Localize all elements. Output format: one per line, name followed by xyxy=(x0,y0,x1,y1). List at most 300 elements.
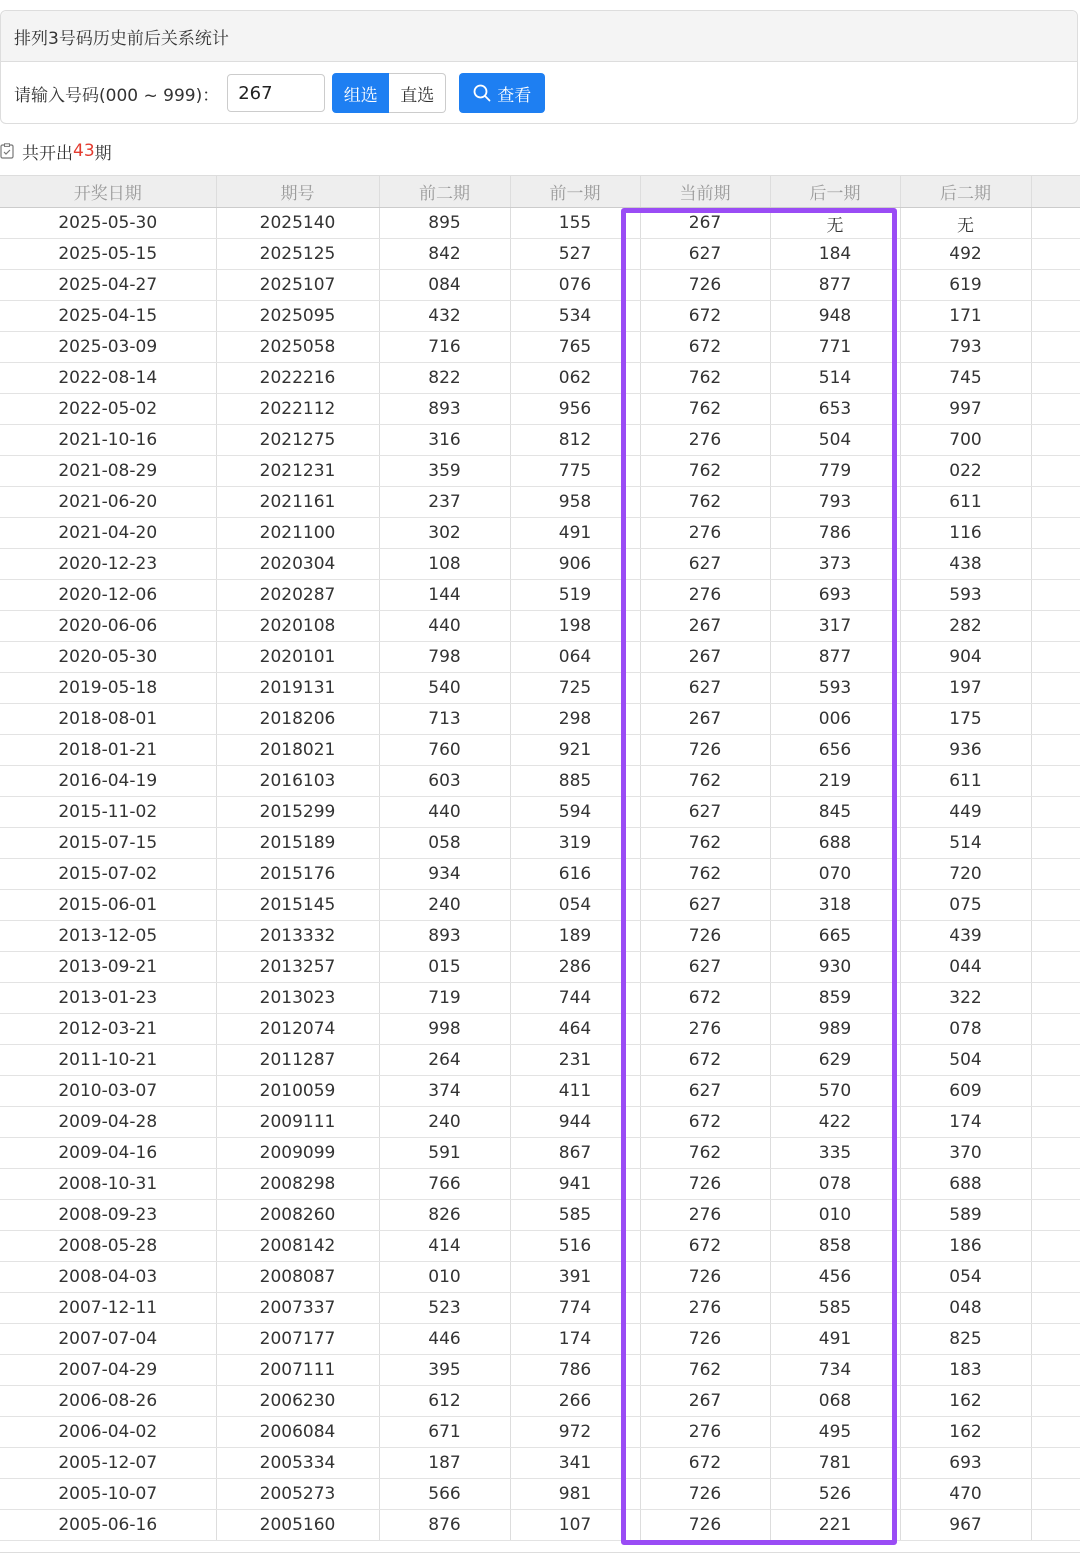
cell-current: 276 xyxy=(640,518,770,549)
cell-next-one: 491 xyxy=(770,1324,900,1355)
cell-empty xyxy=(1031,1479,1080,1510)
table-row xyxy=(0,1200,1080,1231)
cell-empty xyxy=(1031,1138,1080,1169)
cell-current: 627 xyxy=(640,549,770,580)
cell-empty xyxy=(1031,673,1080,704)
cell-issue-number: 2013023 xyxy=(216,983,379,1014)
table-row xyxy=(0,270,1080,301)
cell-draw-date: 2009-04-16 xyxy=(0,1138,216,1169)
cell-prev-one: 064 xyxy=(510,642,640,673)
cell-prev-two: 359 xyxy=(379,456,510,487)
cell-empty xyxy=(1031,735,1080,766)
cell-next-one: 734 xyxy=(770,1355,900,1386)
cell-next-two: 609 xyxy=(900,1076,1031,1107)
cell-prev-one: 298 xyxy=(510,704,640,735)
cell-issue-number: 2021161 xyxy=(216,487,379,518)
cell-empty xyxy=(1031,394,1080,425)
cell-next-one: 514 xyxy=(770,363,900,394)
cell-issue-number: 2008087 xyxy=(216,1262,379,1293)
cell-issue-number: 2020108 xyxy=(216,611,379,642)
cell-draw-date: 2006-08-26 xyxy=(0,1386,216,1417)
cell-next-two: 611 xyxy=(900,487,1031,518)
table-row xyxy=(0,890,1080,921)
cell-draw-date: 2007-12-11 xyxy=(0,1293,216,1324)
cell-prev-one: 885 xyxy=(510,766,640,797)
cell-next-one: 318 xyxy=(770,890,900,921)
cell-prev-two: 671 xyxy=(379,1417,510,1448)
cell-draw-date: 2025-03-09 xyxy=(0,332,216,363)
cell-prev-two: 798 xyxy=(379,642,510,673)
cell-issue-number: 2008142 xyxy=(216,1231,379,1262)
cell-draw-date: 2013-12-05 xyxy=(0,921,216,952)
view-button[interactable] xyxy=(459,73,545,113)
cell-prev-one: 062 xyxy=(510,363,640,394)
cell-prev-two: 302 xyxy=(379,518,510,549)
cell-next-two: 693 xyxy=(900,1448,1031,1479)
cell-issue-number: 2025125 xyxy=(216,239,379,270)
cell-empty xyxy=(1031,1355,1080,1386)
cell-next-two: 593 xyxy=(900,580,1031,611)
cell-prev-one: 972 xyxy=(510,1417,640,1448)
cell-current: 276 xyxy=(640,1293,770,1324)
cell-empty xyxy=(1031,549,1080,580)
cell-next-two: 793 xyxy=(900,332,1031,363)
cell-prev-one: 812 xyxy=(510,425,640,456)
cell-issue-number: 2005160 xyxy=(216,1510,379,1541)
table-row xyxy=(0,518,1080,549)
cell-prev-two: 144 xyxy=(379,580,510,611)
cell-draw-date: 2021-08-29 xyxy=(0,456,216,487)
cell-next-one: 845 xyxy=(770,797,900,828)
cell-next-two: 075 xyxy=(900,890,1031,921)
cell-prev-one: 941 xyxy=(510,1169,640,1200)
cell-draw-date: 2005-06-16 xyxy=(0,1510,216,1541)
cell-next-one: 495 xyxy=(770,1417,900,1448)
cell-prev-two: 876 xyxy=(379,1510,510,1541)
cell-issue-number: 2012074 xyxy=(216,1014,379,1045)
cell-current: 726 xyxy=(640,921,770,952)
cell-next-two: 022 xyxy=(900,456,1031,487)
cell-next-one: 422 xyxy=(770,1107,900,1138)
cell-prev-one: 958 xyxy=(510,487,640,518)
cell-next-two: 439 xyxy=(900,921,1031,952)
cell-next-two: 720 xyxy=(900,859,1031,890)
table-row xyxy=(0,1014,1080,1045)
cell-current: 726 xyxy=(640,1510,770,1541)
table-row xyxy=(0,1324,1080,1355)
cell-next-one: 504 xyxy=(770,425,900,456)
cell-current: 726 xyxy=(640,1262,770,1293)
cell-empty xyxy=(1031,766,1080,797)
cell-empty xyxy=(1031,1448,1080,1479)
cell-issue-number: 2020101 xyxy=(216,642,379,673)
cell-current: 276 xyxy=(640,1200,770,1231)
cell-next-one: 877 xyxy=(770,270,900,301)
cell-next-one: 786 xyxy=(770,518,900,549)
cell-empty xyxy=(1031,518,1080,549)
cell-next-two: 470 xyxy=(900,1479,1031,1510)
cell-issue-number: 2015299 xyxy=(216,797,379,828)
header-current[interactable]: 当前期 xyxy=(640,176,770,208)
cell-draw-date: 2022-08-14 xyxy=(0,363,216,394)
cell-empty xyxy=(1031,1014,1080,1045)
cell-prev-one: 519 xyxy=(510,580,640,611)
cell-next-two: 997 xyxy=(900,394,1031,425)
table-row xyxy=(0,332,1080,363)
cell-empty xyxy=(1031,921,1080,952)
cell-next-one: 930 xyxy=(770,952,900,983)
cell-current: 276 xyxy=(640,580,770,611)
cell-prev-one: 411 xyxy=(510,1076,640,1107)
cell-current: 672 xyxy=(640,301,770,332)
cell-current: 627 xyxy=(640,673,770,704)
cell-issue-number: 2011287 xyxy=(216,1045,379,1076)
cell-next-one: 779 xyxy=(770,456,900,487)
table-row xyxy=(0,797,1080,828)
table-row xyxy=(0,580,1080,611)
cell-prev-two: 264 xyxy=(379,1045,510,1076)
cell-issue-number: 2005334 xyxy=(216,1448,379,1479)
table-row xyxy=(0,735,1080,766)
cell-next-two: 282 xyxy=(900,611,1031,642)
cell-empty xyxy=(1031,952,1080,983)
cell-next-one: 665 xyxy=(770,921,900,952)
cell-issue-number: 2005273 xyxy=(216,1479,379,1510)
table-row xyxy=(0,611,1080,642)
cell-draw-date: 2010-03-07 xyxy=(0,1076,216,1107)
cell-next-two: 700 xyxy=(900,425,1031,456)
cell-draw-date: 2020-12-06 xyxy=(0,580,216,611)
cell-prev-two: 010 xyxy=(379,1262,510,1293)
cell-prev-one: 585 xyxy=(510,1200,640,1231)
cell-next-two: 967 xyxy=(900,1510,1031,1541)
cell-prev-one: 725 xyxy=(510,673,640,704)
cell-draw-date: 2006-04-02 xyxy=(0,1417,216,1448)
cell-draw-date: 2015-07-02 xyxy=(0,859,216,890)
table-row xyxy=(0,1386,1080,1417)
cell-prev-two: 760 xyxy=(379,735,510,766)
cell-prev-two: 058 xyxy=(379,828,510,859)
cell-empty xyxy=(1031,425,1080,456)
cell-current: 672 xyxy=(640,1448,770,1479)
header-next-two[interactable]: 后二期 xyxy=(900,176,1031,208)
cell-current: 276 xyxy=(640,425,770,456)
cell-issue-number: 2025140 xyxy=(216,208,379,239)
cell-empty xyxy=(1031,1510,1080,1541)
cell-next-one: 221 xyxy=(770,1510,900,1541)
cell-prev-one: 786 xyxy=(510,1355,640,1386)
cell-prev-one: 491 xyxy=(510,518,640,549)
table-row xyxy=(0,1293,1080,1324)
cell-prev-one: 231 xyxy=(510,1045,640,1076)
cell-draw-date: 2015-11-02 xyxy=(0,797,216,828)
cell-draw-date: 2016-04-19 xyxy=(0,766,216,797)
cell-prev-one: 174 xyxy=(510,1324,640,1355)
cell-issue-number: 2009099 xyxy=(216,1138,379,1169)
cell-draw-date: 2008-09-23 xyxy=(0,1200,216,1231)
cell-next-one: 070 xyxy=(770,859,900,890)
cell-next-one: 859 xyxy=(770,983,900,1014)
cell-prev-one: 286 xyxy=(510,952,640,983)
table-row xyxy=(0,859,1080,890)
table-row xyxy=(0,301,1080,332)
table-row xyxy=(0,704,1080,735)
cell-issue-number: 2022216 xyxy=(216,363,379,394)
cell-next-two: 745 xyxy=(900,363,1031,394)
cell-prev-two: 934 xyxy=(379,859,510,890)
cell-draw-date: 2021-10-16 xyxy=(0,425,216,456)
cell-prev-one: 527 xyxy=(510,239,640,270)
cell-next-one: 653 xyxy=(770,394,900,425)
cell-prev-one: 198 xyxy=(510,611,640,642)
view-button-label: 查看 xyxy=(497,85,532,106)
cell-current: 627 xyxy=(640,952,770,983)
cell-empty xyxy=(1031,1386,1080,1417)
cell-prev-two: 540 xyxy=(379,673,510,704)
cell-draw-date: 2008-10-31 xyxy=(0,1169,216,1200)
cell-issue-number: 2016103 xyxy=(216,766,379,797)
header-draw-date[interactable]: 开奖日期 xyxy=(0,176,216,208)
cell-draw-date: 2025-05-15 xyxy=(0,239,216,270)
cell-current: 762 xyxy=(640,1355,770,1386)
cell-prev-two: 603 xyxy=(379,766,510,797)
cell-next-two: 048 xyxy=(900,1293,1031,1324)
header-issue-number[interactable]: 期号 xyxy=(216,176,379,208)
table-row xyxy=(0,1231,1080,1262)
cell-next-one: 989 xyxy=(770,1014,900,1045)
cell-next-one: 068 xyxy=(770,1386,900,1417)
cell-next-one: 793 xyxy=(770,487,900,518)
cell-issue-number: 2015176 xyxy=(216,859,379,890)
cell-empty xyxy=(1031,983,1080,1014)
cell-issue-number: 2010059 xyxy=(216,1076,379,1107)
cell-prev-one: 391 xyxy=(510,1262,640,1293)
cell-draw-date: 2013-01-23 xyxy=(0,983,216,1014)
number-input-label: 请输入号码(000 ~ 999)： xyxy=(14,85,220,106)
cell-next-two: 504 xyxy=(900,1045,1031,1076)
cell-prev-one: 744 xyxy=(510,983,640,1014)
cell-current: 267 xyxy=(640,1386,770,1417)
cell-empty xyxy=(1031,363,1080,394)
cell-next-one: 无 xyxy=(770,208,900,239)
panel-title: 排列3号码历史前后关系统计 xyxy=(1,11,1077,62)
cell-empty xyxy=(1031,1293,1080,1324)
table-body xyxy=(0,208,1080,1541)
header-next-one[interactable]: 后一期 xyxy=(770,176,900,208)
cell-next-two: 611 xyxy=(900,766,1031,797)
cell-current: 672 xyxy=(640,983,770,1014)
table-row xyxy=(0,1355,1080,1386)
cell-prev-one: 956 xyxy=(510,394,640,425)
table-header-row xyxy=(0,176,1080,208)
cell-issue-number: 2021275 xyxy=(216,425,379,456)
cell-prev-two: 766 xyxy=(379,1169,510,1200)
table-row xyxy=(0,456,1080,487)
cell-prev-one: 906 xyxy=(510,549,640,580)
cell-prev-two: 893 xyxy=(379,394,510,425)
cell-empty xyxy=(1031,239,1080,270)
header-empty xyxy=(1031,176,1080,208)
cell-current: 267 xyxy=(640,208,770,239)
direct-select-button[interactable]: 直选 xyxy=(389,73,446,113)
cell-draw-date: 2021-04-20 xyxy=(0,518,216,549)
cell-prev-one: 516 xyxy=(510,1231,640,1262)
cell-next-one: 010 xyxy=(770,1200,900,1231)
cell-issue-number: 2013332 xyxy=(216,921,379,952)
cell-draw-date: 2007-04-29 xyxy=(0,1355,216,1386)
cell-next-one: 317 xyxy=(770,611,900,642)
cell-issue-number: 2013257 xyxy=(216,952,379,983)
cell-next-one: 219 xyxy=(770,766,900,797)
cell-empty xyxy=(1031,208,1080,239)
cell-next-one: 335 xyxy=(770,1138,900,1169)
cell-prev-one: 594 xyxy=(510,797,640,828)
cell-empty xyxy=(1031,1107,1080,1138)
cell-issue-number: 2009111 xyxy=(216,1107,379,1138)
cell-next-two: 054 xyxy=(900,1262,1031,1293)
table-row xyxy=(0,1138,1080,1169)
bottom-divider xyxy=(0,1552,1080,1553)
cell-next-two: 449 xyxy=(900,797,1031,828)
cell-prev-two: 395 xyxy=(379,1355,510,1386)
cell-current: 672 xyxy=(640,332,770,363)
cell-empty xyxy=(1031,1417,1080,1448)
table-row xyxy=(0,673,1080,704)
cell-next-one: 570 xyxy=(770,1076,900,1107)
cell-issue-number: 2022112 xyxy=(216,394,379,425)
cell-current: 627 xyxy=(640,239,770,270)
cell-draw-date: 2005-10-07 xyxy=(0,1479,216,1510)
cell-prev-two: 716 xyxy=(379,332,510,363)
cell-issue-number: 2021100 xyxy=(216,518,379,549)
cell-empty xyxy=(1031,890,1080,921)
cell-prev-one: 944 xyxy=(510,1107,640,1138)
group-select-button[interactable]: 组选 xyxy=(332,73,389,113)
cell-prev-one: 266 xyxy=(510,1386,640,1417)
cell-next-two: 619 xyxy=(900,270,1031,301)
cell-current: 672 xyxy=(640,1231,770,1262)
header-prev-two[interactable]: 前二期 xyxy=(379,176,510,208)
mode-toggle xyxy=(332,73,446,113)
cell-draw-date: 2021-06-20 xyxy=(0,487,216,518)
cell-issue-number: 2006230 xyxy=(216,1386,379,1417)
cell-current: 672 xyxy=(640,1107,770,1138)
cell-next-two: 514 xyxy=(900,828,1031,859)
cell-prev-two: 842 xyxy=(379,239,510,270)
cell-next-one: 585 xyxy=(770,1293,900,1324)
checklist-icon xyxy=(0,143,14,159)
table-row xyxy=(0,642,1080,673)
cell-next-two: 492 xyxy=(900,239,1031,270)
cell-next-two: 825 xyxy=(900,1324,1031,1355)
cell-prev-one: 616 xyxy=(510,859,640,890)
cell-next-one: 526 xyxy=(770,1479,900,1510)
cell-empty xyxy=(1031,270,1080,301)
cell-empty xyxy=(1031,456,1080,487)
summary-prefix: 共开出 xyxy=(22,143,73,164)
cell-next-one: 456 xyxy=(770,1262,900,1293)
cell-prev-two: 440 xyxy=(379,797,510,828)
cell-prev-one: 775 xyxy=(510,456,640,487)
cell-next-two: 438 xyxy=(900,549,1031,580)
cell-prev-two: 432 xyxy=(379,301,510,332)
cell-next-two: 589 xyxy=(900,1200,1031,1231)
cell-draw-date: 2012-03-21 xyxy=(0,1014,216,1045)
cell-current: 762 xyxy=(640,766,770,797)
cell-prev-one: 534 xyxy=(510,301,640,332)
cell-next-two: 186 xyxy=(900,1231,1031,1262)
table-row xyxy=(0,425,1080,456)
table-row xyxy=(0,1510,1080,1541)
cell-prev-one: 921 xyxy=(510,735,640,766)
cell-prev-one: 464 xyxy=(510,1014,640,1045)
cell-next-two: 175 xyxy=(900,704,1031,735)
cell-issue-number: 2015189 xyxy=(216,828,379,859)
cell-next-two: 904 xyxy=(900,642,1031,673)
cell-empty xyxy=(1031,1200,1080,1231)
cell-issue-number: 2020304 xyxy=(216,549,379,580)
table-row xyxy=(0,983,1080,1014)
cell-prev-two: 240 xyxy=(379,890,510,921)
cell-prev-one: 341 xyxy=(510,1448,640,1479)
cell-draw-date: 2022-05-02 xyxy=(0,394,216,425)
number-input[interactable] xyxy=(227,74,325,112)
cell-next-one: 006 xyxy=(770,704,900,735)
cell-prev-two: 084 xyxy=(379,270,510,301)
header-prev-one[interactable]: 前一期 xyxy=(510,176,640,208)
cell-issue-number: 2019131 xyxy=(216,673,379,704)
cell-prev-two: 015 xyxy=(379,952,510,983)
cell-current: 762 xyxy=(640,859,770,890)
table-row xyxy=(0,487,1080,518)
cell-current: 726 xyxy=(640,1169,770,1200)
cell-current: 762 xyxy=(640,394,770,425)
cell-current: 276 xyxy=(640,1417,770,1448)
cell-current: 267 xyxy=(640,642,770,673)
cell-current: 726 xyxy=(640,1479,770,1510)
cell-prev-two: 591 xyxy=(379,1138,510,1169)
cell-draw-date: 2015-07-15 xyxy=(0,828,216,859)
table-row xyxy=(0,1107,1080,1138)
cell-prev-two: 187 xyxy=(379,1448,510,1479)
cell-next-two: 936 xyxy=(900,735,1031,766)
cell-draw-date: 2015-06-01 xyxy=(0,890,216,921)
cell-draw-date: 2025-05-30 xyxy=(0,208,216,239)
cell-next-two: 322 xyxy=(900,983,1031,1014)
query-form xyxy=(1,62,1077,124)
cell-next-two: 370 xyxy=(900,1138,1031,1169)
cell-draw-date: 2008-05-28 xyxy=(0,1231,216,1262)
cell-empty xyxy=(1031,1262,1080,1293)
cell-empty xyxy=(1031,859,1080,890)
cell-prev-one: 867 xyxy=(510,1138,640,1169)
cell-next-one: 693 xyxy=(770,580,900,611)
table-row xyxy=(0,549,1080,580)
cell-draw-date: 2005-12-07 xyxy=(0,1448,216,1479)
cell-next-one: 656 xyxy=(770,735,900,766)
cell-issue-number: 2007111 xyxy=(216,1355,379,1386)
cell-current: 726 xyxy=(640,1324,770,1355)
cell-empty xyxy=(1031,487,1080,518)
cell-prev-one: 319 xyxy=(510,828,640,859)
cell-prev-two: 440 xyxy=(379,611,510,642)
cell-next-one: 877 xyxy=(770,642,900,673)
cell-issue-number: 2007177 xyxy=(216,1324,379,1355)
cell-draw-date: 2007-07-04 xyxy=(0,1324,216,1355)
cell-empty xyxy=(1031,704,1080,735)
cell-prev-two: 893 xyxy=(379,921,510,952)
cell-prev-two: 998 xyxy=(379,1014,510,1045)
